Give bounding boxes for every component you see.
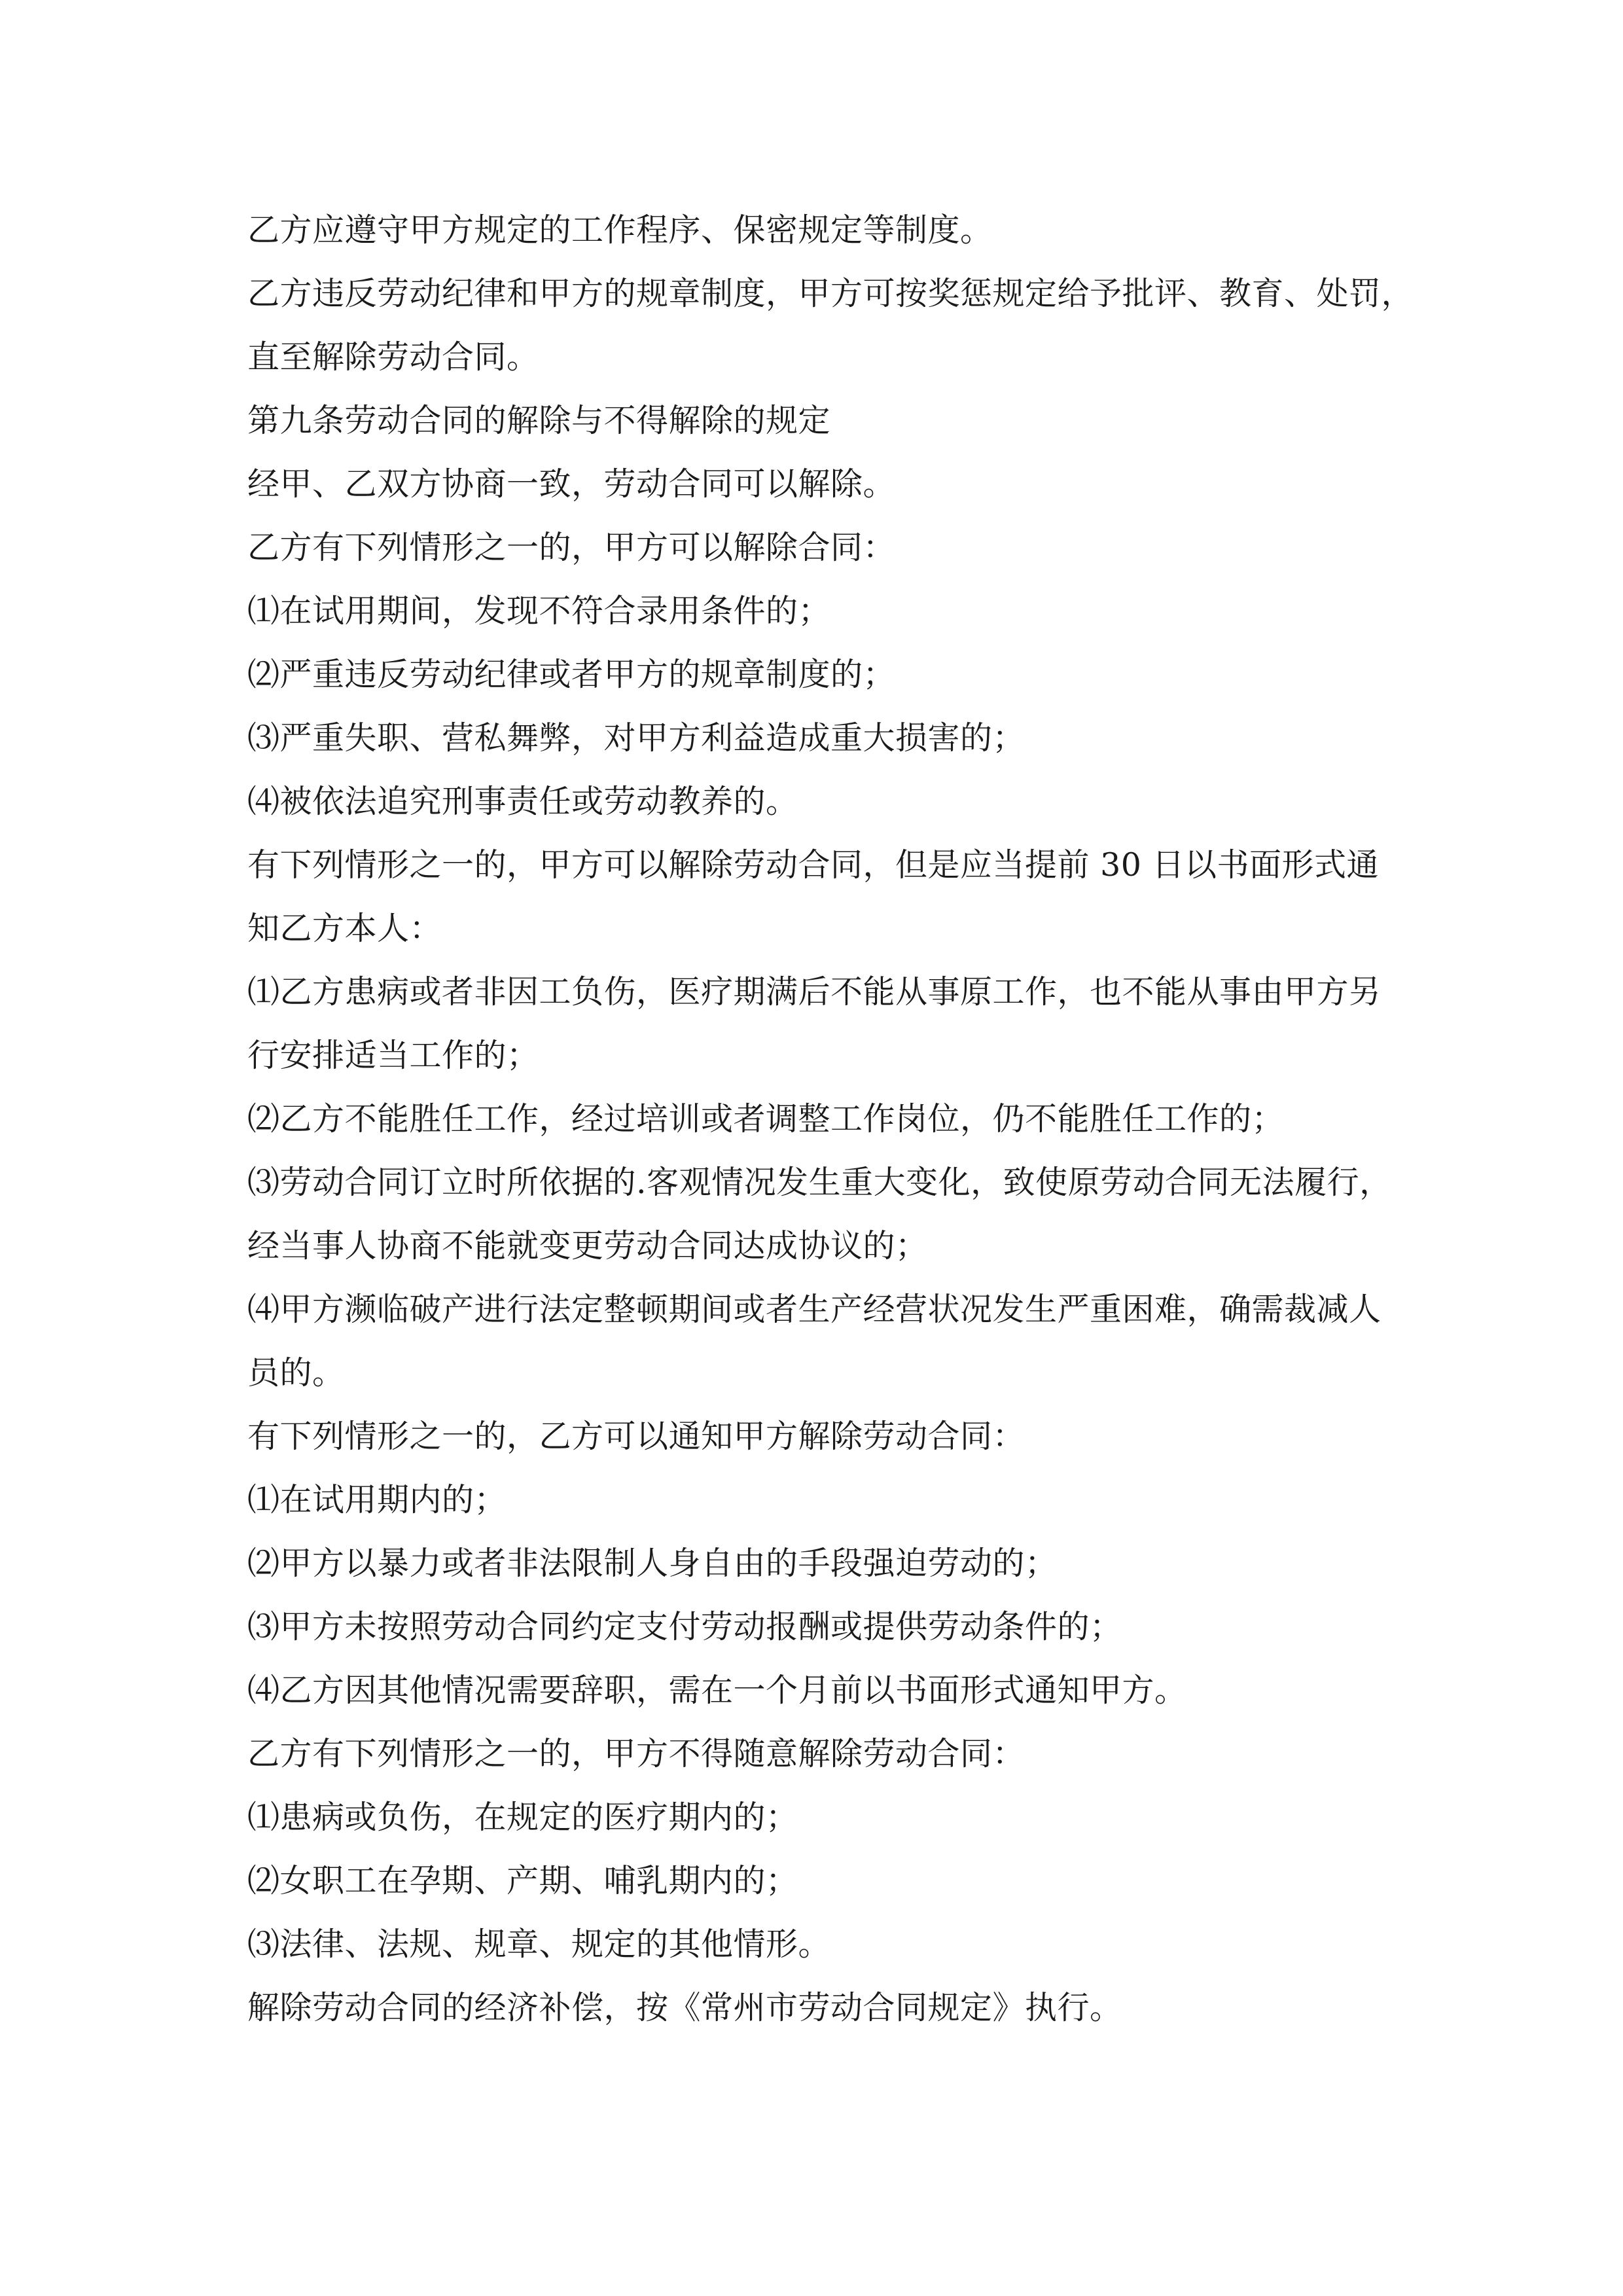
list-item: ⑴在试用期间，发现不符合录用条件的； <box>247 592 831 630</box>
text-line: 解除劳动合同的经济补偿，按《常州市劳动合同规定》执行。 <box>247 1989 1122 2026</box>
list-item: ⑴乙方患病或者非因工负伤，医疗期满后不能从事原工作，也不能从事由甲方另 <box>247 973 1382 1011</box>
list-item: ⑵甲方以暴力或者非法限制人身自由的手段强迫劳动的； <box>247 1545 1058 1582</box>
text-line: 乙方违反劳动纪律和甲方的规章制度，甲方可按奖惩规定给予批评、教育、处罚， <box>247 275 1414 312</box>
list-item: ⑶法律、法规、规章、规定的其他情形。 <box>247 1926 831 1963</box>
list-item: ⑶劳动合同订立时所依据的.客观情况发生重大变化，致使原劳动合同无法履行， <box>247 1164 1392 1201</box>
text-line: 经甲、乙双方协商一致，劳动合同可以解除。 <box>247 465 896 503</box>
list-item: ⑶严重失职、营私舞弊，对甲方利益造成重大损害的； <box>247 719 1026 757</box>
list-item: ⑵乙方不能胜任工作，经过培训或者调整工作岗位，仍不能胜任工作的； <box>247 1100 1285 1138</box>
text-line: 有下列情形之一的，甲方可以解除劳动合同，但是应当提前 30 日以书面形式通 <box>247 846 1380 884</box>
list-item: ⑴患病或负伤，在规定的医疗期内的； <box>247 1799 798 1836</box>
text-line: 行安排适当工作的； <box>247 1037 539 1074</box>
list-item: ⑷被依法追究刑事责任或劳动教养的。 <box>247 783 798 820</box>
list-item: ⑶甲方未按照劳动合同约定支付劳动报酬或提供劳动条件的； <box>247 1608 1122 1645</box>
list-item: ⑴在试用期内的； <box>247 1481 507 1518</box>
list-item: ⑷甲方濒临破产进行法定整顿期间或者生产经营状况发生严重困难，确需裁减人 <box>247 1291 1382 1328</box>
text-line: 经当事人协商不能就变更劳动合同达成协议的； <box>247 1227 928 1265</box>
text-line: 知乙方本人： <box>247 910 442 947</box>
text-line: 员的。 <box>247 1354 345 1391</box>
text-line: 乙方有下列情形之一的，甲方不得随意解除劳动合同： <box>247 1735 1026 1772</box>
text-line: 有下列情形之一的，乙方可以通知甲方解除劳动合同： <box>247 1418 1026 1455</box>
text-line: 直至解除劳动合同。 <box>247 338 539 376</box>
text-line: 乙方有下列情形之一的，甲方可以解除合同： <box>247 529 896 566</box>
list-item: ⑷乙方因其他情况需要辞职，需在一个月前以书面形式通知甲方。 <box>247 1672 1187 1709</box>
list-item: ⑵严重违反劳动纪律或者甲方的规章制度的； <box>247 656 896 693</box>
document-body <box>247 198 1432 2039</box>
list-item: ⑵女职工在孕期、产期、哺乳期内的； <box>247 1862 798 1899</box>
section-heading: 第九条劳动合同的解除与不得解除的规定 <box>247 402 831 439</box>
text-line: 乙方应遵守甲方规定的工作程序、保密规定等制度。 <box>247 211 993 249</box>
